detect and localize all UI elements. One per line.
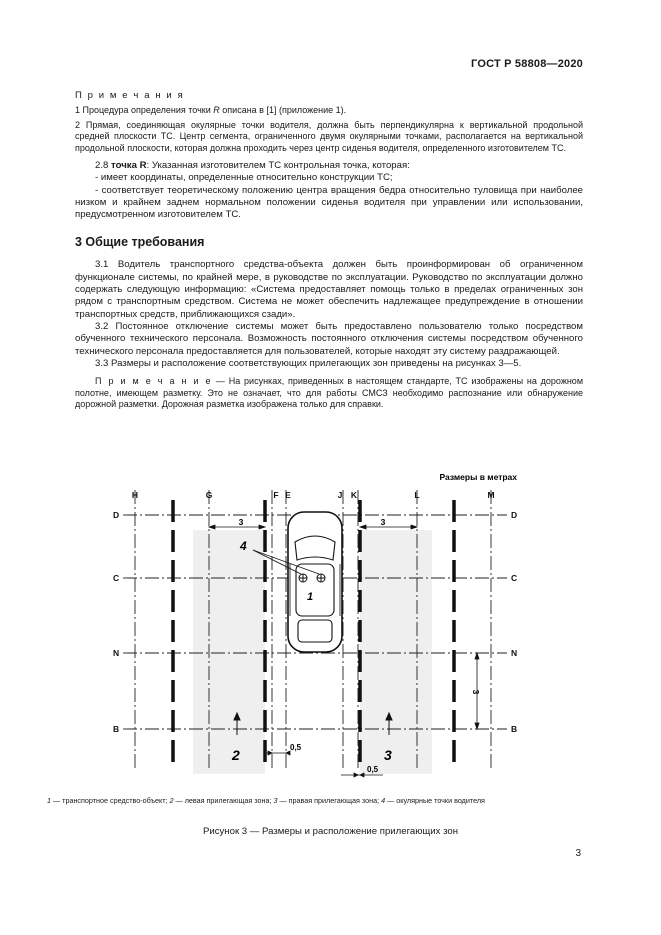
- def-term: точка R: [111, 160, 147, 171]
- page-content: [75, 90, 583, 411]
- col-label-m: M: [487, 490, 495, 500]
- legend-num-3: 3: [273, 796, 278, 805]
- def-text: : Указанная изготовителем ТС контрольная точка, которая:: [146, 160, 410, 171]
- dimension-vertical-label: 3: [471, 689, 481, 695]
- legend-num-2: 2: [169, 796, 174, 805]
- note-1-text-b: описана в [1] (приложение 1).: [219, 105, 347, 115]
- row-label-d-left: D: [113, 510, 120, 520]
- col-label-e: E: [285, 490, 291, 500]
- dimension-left: [209, 525, 265, 529]
- row-label-c-right: C: [511, 573, 518, 583]
- vehicle-icon: [288, 512, 342, 652]
- document-id: ГОСТ Р 58808—2020: [471, 58, 583, 70]
- legend-text-4: — окулярные точки водителя: [385, 796, 485, 805]
- col-label-h: H: [131, 490, 139, 500]
- notes-label: П р и м е ч а н и я: [75, 90, 185, 101]
- definition-2-8: [75, 160, 583, 172]
- note-2: 2 Прямая, соединяющая окулярные точки водителя, должна быть перпендикулярна к вертикальной продольной средней плоскости ТС. Центр сегмента, ограниченного двумя окулярными точками, располагается на вертикальной продольной плоскости, которая должна проходить через центр сиденья водителя, определенного изготовителем ТС.: [75, 119, 583, 153]
- note-1-text-a: 1 Процедура определения точки: [75, 105, 214, 115]
- dimension-right-label: 3: [380, 517, 386, 527]
- col-label-j: J: [337, 490, 343, 500]
- marker-1: 1: [307, 591, 314, 603]
- col-label-l: L: [414, 490, 420, 500]
- units-label: Размеры в метрах: [439, 472, 517, 482]
- note-1-r: R: [213, 105, 220, 115]
- dimension-small-right-label: 0,5: [367, 765, 379, 774]
- marker-2: 2: [232, 747, 240, 763]
- paragraph-3-1: 3.1 Водитель транспортного средства-объекта должен быть проинформирован об ограниченном функционале системы, по крайней мере, в руководстве по эксплуатации. Руководство по эксплуатации должно содержать следующую информацию: «Система предоставляет помощь только в пределах ограниченных зон рядом с транспортным средством. Система не может обеспечить надлежащее предупреждение в отношении транспортных средств, приближающихся сзади».: [75, 259, 583, 320]
- paragraph-3-3: 3.3 Размеры и расположение соответствующих прилегающих зон приведены на рисунках 3—5.: [95, 357, 522, 369]
- legend-num-4: 4: [381, 796, 386, 805]
- section-note-text: — На рисунках, приведенных в настоящем стандарте, ТС изображены на дорожном полотне, имеющем разметку. Это не означает, что для работы СМСЗ необходимо распознание или обнаружение дорожной разметки. Дорожная разметка изображена только для справки.: [75, 376, 584, 410]
- right-adjacent-zone: [360, 530, 432, 774]
- paragraph-3-2: 3.2 Постоянное отключение системы может быть предоставлено пользователю только посредством обученного технического персонала. Возможность постоянного отключения системы посредством обученного технического персонала предоставляется для пользователей, которые находят эту систему раздражающей.: [75, 320, 583, 357]
- row-label-b-left: B: [113, 724, 120, 734]
- marker-3: 3: [384, 747, 392, 763]
- def-number: 2.8: [95, 160, 112, 171]
- col-label-f: F: [273, 490, 279, 500]
- row-label-d-right: D: [511, 510, 518, 520]
- figure-legend: [47, 796, 587, 805]
- def-item-1: - имеет координаты, определенные относительно конструкции ТС;: [95, 172, 393, 184]
- dimension-left-label: 3: [238, 517, 244, 527]
- section-note: [75, 376, 583, 411]
- legend-num-1: 1: [47, 796, 51, 805]
- figure-caption: Рисунок 3 — Размеры и расположение прилегающих зон: [202, 826, 459, 837]
- marker-4: 4: [240, 539, 247, 553]
- figure-3-diagram: [75, 470, 565, 788]
- legend-text-2: — левая прилегающая зона;: [173, 796, 274, 805]
- row-label-n-right: N: [511, 648, 518, 658]
- legend-text-1: — транспортное средство-объект;: [51, 796, 170, 805]
- section-title: 3 Общие требования: [75, 235, 205, 250]
- col-label-g: G: [205, 490, 213, 500]
- section-note-label: П р и м е ч а н и е: [95, 376, 213, 387]
- note-1: [75, 105, 583, 117]
- dimension-right: [360, 525, 417, 529]
- row-label-c-left: C: [113, 573, 120, 583]
- row-label-b-right: B: [511, 724, 518, 734]
- legend-text-3: — правая прилегающая зона;: [277, 796, 382, 805]
- page-number: 3: [575, 848, 581, 859]
- col-label-k: K: [350, 490, 358, 500]
- dimension-small-left-label: 0,5: [290, 743, 302, 752]
- def-item-2: - соответствует теоретическому положению центра вращения бедра относительно туловища при наиболее низком и крайнем заднем нормальном положении сиденья водителя при управлении или использовании, предусмотренном изготовителем ТС.: [75, 184, 583, 221]
- row-label-n-left: N: [113, 648, 120, 658]
- left-adjacent-zone: [193, 530, 265, 774]
